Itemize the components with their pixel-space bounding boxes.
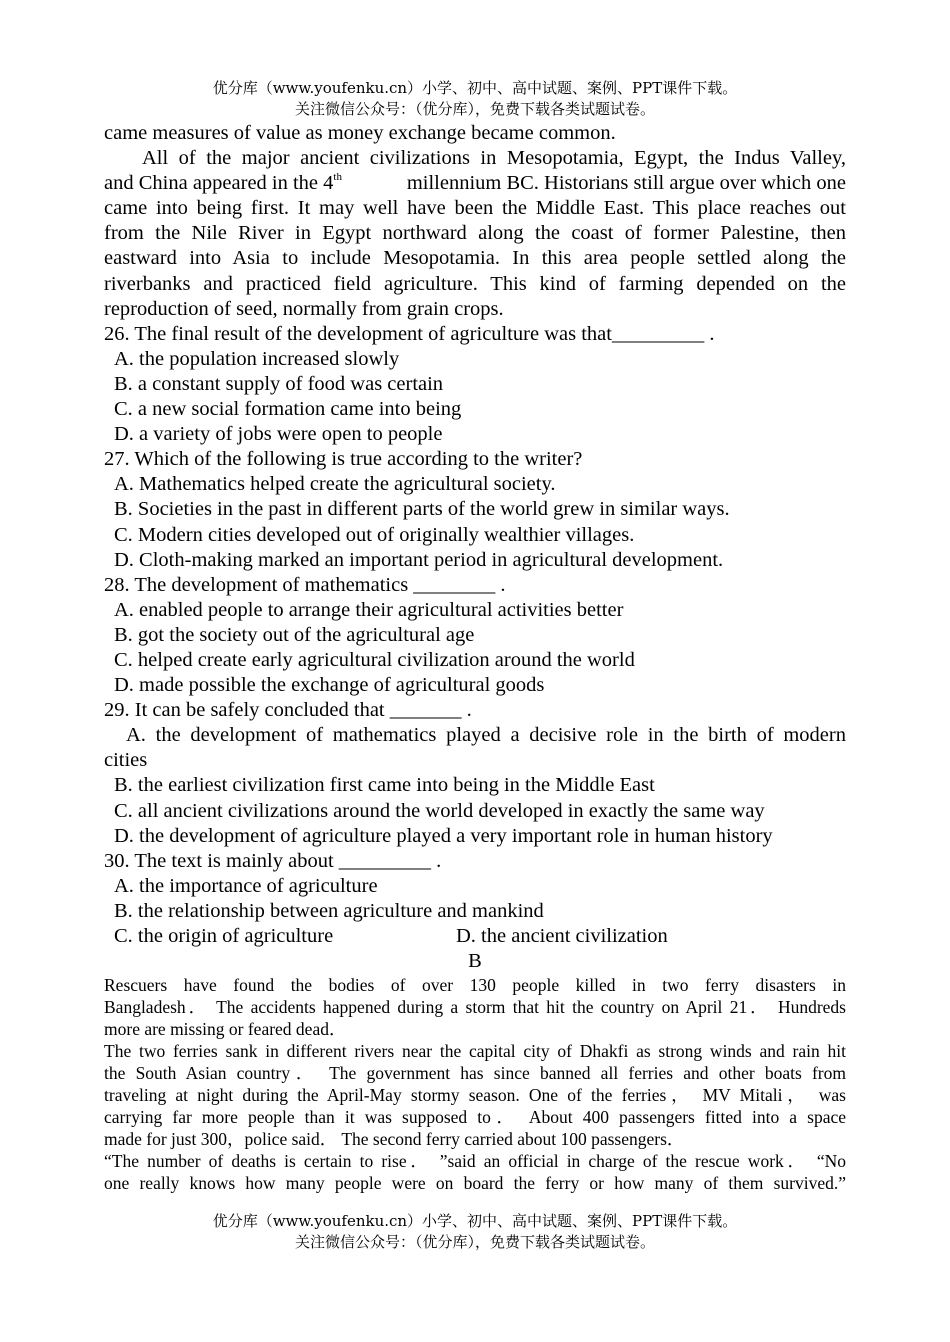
question-27-option-b: B. Societies in the past in different parts of the world grew in similar ways. (114, 498, 730, 521)
question-28-stem: 28. The development of mathematics ________ . (104, 573, 506, 596)
passage-b (104, 974, 846, 1194)
question-26-option-d: D. a variety of jobs were open to people (114, 423, 443, 446)
question-28-option-a: A. enabled people to arrange their agricultural activities better (114, 598, 624, 621)
question-30-stem: 30. The text is mainly about _________ . (104, 849, 442, 872)
question-29-option-b: B. the earliest civilization first came into being in the Middle East (114, 774, 655, 797)
question-28-option-b: B. got the society out of the agricultural age (114, 623, 475, 646)
question-28-option-c: C. helped create early agricultural civilization around the world (114, 648, 635, 671)
passage-line: from the Nile River in Egypt northward along the coast of former Palestine, then (104, 222, 846, 245)
question-26-stem: 26. The final result of the development of agriculture was that_________ . (104, 322, 715, 345)
passage-b-line: Rescuers have found the bodies of over 130 people killed in two ferry disasters in (104, 975, 846, 995)
question-29-option-d: D. the development of agriculture played a very important role in human history (114, 824, 773, 847)
passage-b-line: one really knows how many people were on board the ferry or how many of them survived.” (104, 1173, 846, 1193)
question-29-option-a: A. the development of mathematics played a decisive role in the birth of modern (126, 724, 846, 747)
passage-line: All of the major ancient civilizations in Mesopotamia, Egypt, the Indus Valley, (142, 147, 846, 170)
passage-fragment: millennium BC. Historians still argue over which one (406, 172, 846, 195)
question-29-option-c: C. all ancient civilizations around the world developed in exactly the same way (114, 799, 765, 822)
footer-line-2: 关注微信公众号：（优分库），免费下载各类试题试卷。 (294, 1233, 655, 1251)
passage-line: eastward into Asia to include Mesopotamia. In this area people settled along the (104, 247, 846, 270)
passage-b-line: traveling at night during the April-May stormy season. One of the ferries， MV Mitali， was (104, 1085, 846, 1105)
question-26-option-a: A. the population increased slowly (114, 347, 400, 370)
passage-b-line: “The number of deaths is certain to rise． ”said an official in charge of the rescue work． “No (104, 1151, 846, 1171)
passage-b-line: Bangladesh． The accidents happened during a storm that hit the country on April 21． Hundreds (104, 997, 846, 1017)
question-30-option-a: A. the importance of agriculture (114, 874, 378, 897)
passage-b-line: The two ferries sank in different rivers near the capital city of Dhakfi as strong winds and rain hit (104, 1041, 846, 1061)
passage-fragment: and China appeared in the 4th (104, 171, 342, 195)
passage-line: reproduction of seed, normally from grain crops. (104, 297, 504, 320)
question-30-options-cd (104, 924, 846, 949)
passage-b-line: the South Asian country． The government has since banned all ferries and other boats from (104, 1063, 846, 1083)
question-27-stem: 27. Which of the following is true according to the writer? (104, 448, 583, 471)
question-27-option-a: A. Mathematics helped create the agricultural society. (114, 473, 556, 496)
passage-b-line: carrying far more people than it was supposed to． About 400 passengers fitted into a space (104, 1107, 846, 1127)
passage-line: came measures of value as money exchange became common. (104, 122, 616, 144)
question-30-option-b: B. the relationship between agriculture and mankind (114, 899, 544, 922)
passage-line (104, 171, 846, 196)
passage-line: riverbanks and practiced field agriculture. This kind of farming depended on the (104, 272, 846, 295)
passage-line: came into being first. It may well have been the Middle East. This place reaches out (104, 197, 846, 220)
question-27-option-c: C. Modern cities developed out of originally wealthier villages. (114, 523, 635, 546)
question-29-option-a-cont: cities (104, 749, 148, 772)
header-line-2: 关注微信公众号：（优分库），免费下载各类试题试卷。 (294, 100, 655, 118)
question-30-option-c: C. the origin of agriculture (114, 925, 334, 947)
question-27-option-d: D. Cloth-making marked an important period in agricultural development. (114, 548, 724, 571)
question-26-option-c: C. a new social formation came into being (114, 398, 462, 421)
passage-b-line: made for just 300，police said． The second ferry carried about 100 passengers． (104, 1129, 685, 1149)
superscript-th: th (333, 171, 342, 184)
passage-a (104, 121, 846, 974)
question-30-option-d: D. the ancient civilization (456, 925, 668, 947)
passage-b-line: more are missing or feared dead． (104, 1019, 347, 1039)
question-28-option-d: D. made possible the exchange of agricultural goods (114, 674, 545, 697)
header-line-1: 优分库（www.youfenku.cn）小学、初中、高中试题、案例、PPT课件下载。 (212, 79, 738, 97)
question-29-stem: 29. It can be safely concluded that _______ . (104, 699, 472, 722)
section-b-heading: B (468, 950, 482, 973)
footer-line-1: 优分库（www.youfenku.cn）小学、初中、高中试题、案例、PPT课件下载。 (212, 1212, 738, 1230)
question-26-option-b: B. a constant supply of food was certain (114, 372, 444, 395)
